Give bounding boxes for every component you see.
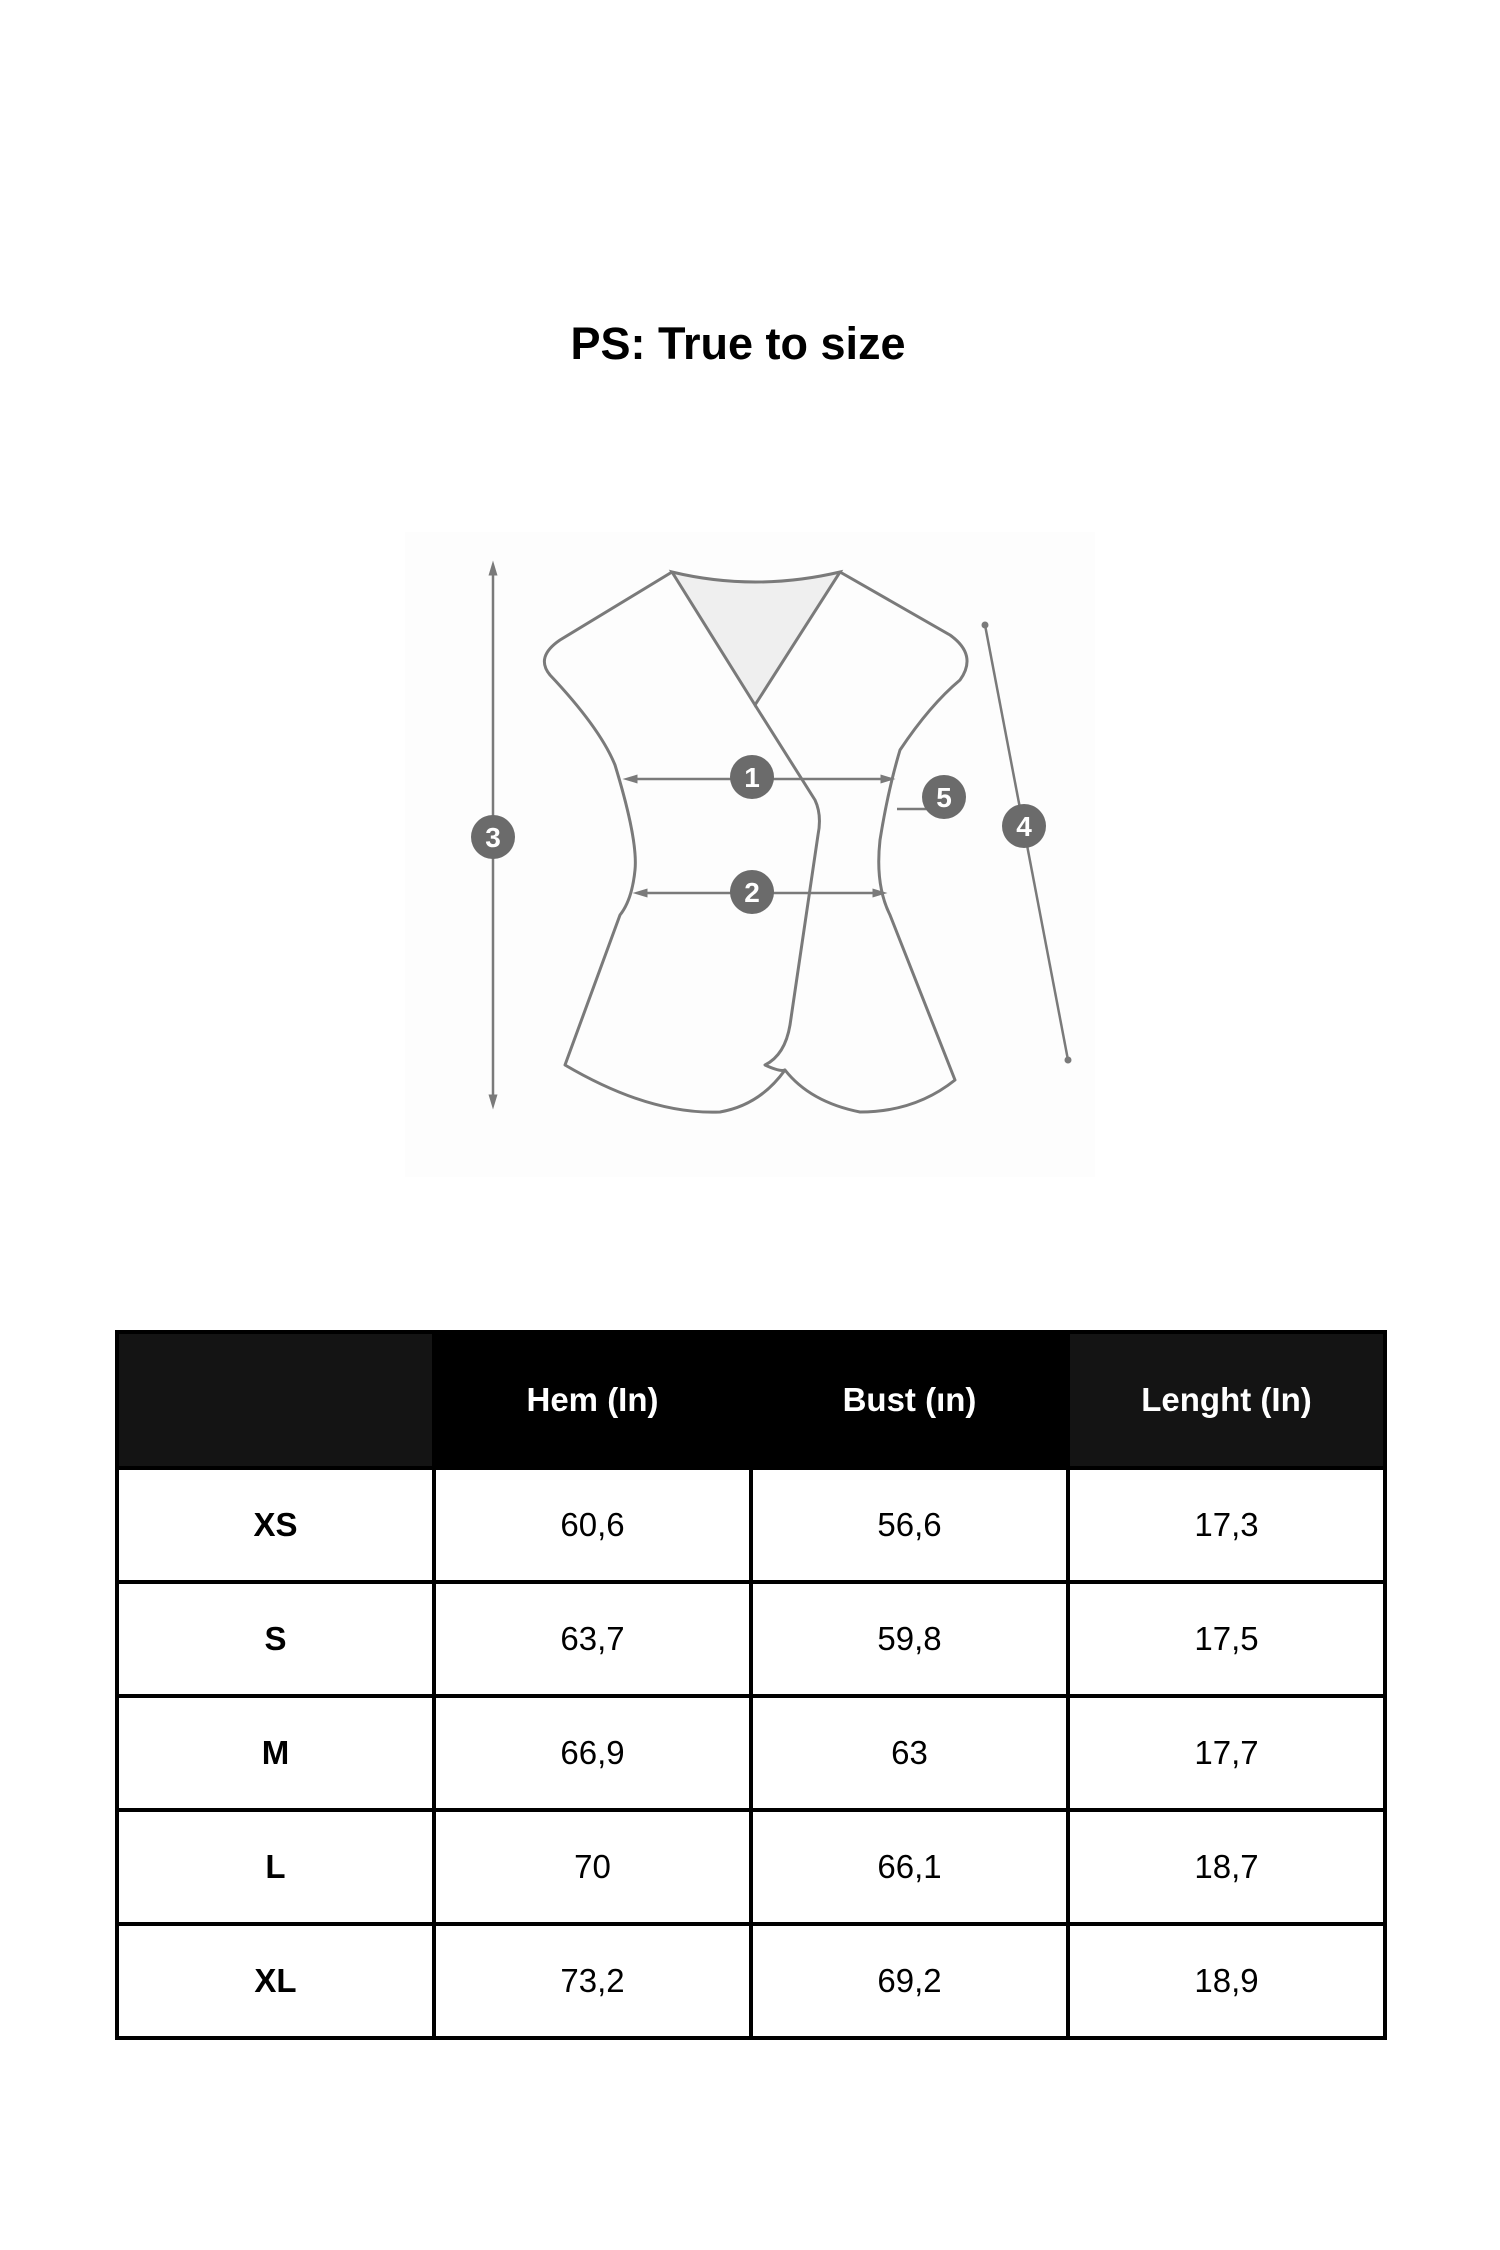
header-bust: Bust (ın) <box>751 1332 1068 1468</box>
size-cell: M <box>117 1696 434 1810</box>
size-chart-table <box>115 1330 1387 2040</box>
header-length: Lenght (In) <box>1068 1332 1385 1468</box>
header-size <box>117 1332 434 1468</box>
table-row <box>117 1468 1385 1582</box>
size-cell: S <box>117 1582 434 1696</box>
table-header-row <box>117 1332 1385 1468</box>
marker-1 <box>730 755 774 799</box>
size-cell: XS <box>117 1468 434 1582</box>
hem-cell: 73,2 <box>434 1924 751 2038</box>
size-cell: XL <box>117 1924 434 2038</box>
svg-text:5: 5 <box>936 782 952 813</box>
table-row <box>117 1696 1385 1810</box>
length-cell: 18,7 <box>1068 1810 1385 1924</box>
hem-cell: 63,7 <box>434 1582 751 1696</box>
table-row <box>117 1924 1385 2038</box>
svg-text:1: 1 <box>744 762 760 793</box>
table-row <box>117 1582 1385 1696</box>
bust-cell: 69,2 <box>751 1924 1068 2038</box>
hem-cell: 70 <box>434 1810 751 1924</box>
side-measure-end <box>1065 1057 1072 1064</box>
marker-5 <box>922 775 966 819</box>
bust-cell: 63 <box>751 1696 1068 1810</box>
side-measure-end <box>982 622 989 629</box>
marker-4 <box>1002 804 1046 848</box>
svg-text:2: 2 <box>744 877 760 908</box>
marker-2 <box>730 870 774 914</box>
length-cell: 17,5 <box>1068 1582 1385 1696</box>
size-cell: L <box>117 1810 434 1924</box>
svg-text:3: 3 <box>485 822 501 853</box>
length-cell: 17,3 <box>1068 1468 1385 1582</box>
length-cell: 17,7 <box>1068 1696 1385 1810</box>
svg-text:4: 4 <box>1016 811 1032 842</box>
table-row <box>117 1810 1385 1924</box>
bust-cell: 56,6 <box>751 1468 1068 1582</box>
hem-cell: 66,9 <box>434 1696 751 1810</box>
header-hem: Hem (In) <box>434 1332 751 1468</box>
marker-3 <box>471 815 515 859</box>
garment-diagram <box>405 532 1095 1177</box>
length-cell: 18,9 <box>1068 1924 1385 2038</box>
bust-cell: 66,1 <box>751 1810 1068 1924</box>
size-note: PS: True to size <box>570 318 906 369</box>
hem-cell: 60,6 <box>434 1468 751 1582</box>
bust-cell: 59,8 <box>751 1582 1068 1696</box>
